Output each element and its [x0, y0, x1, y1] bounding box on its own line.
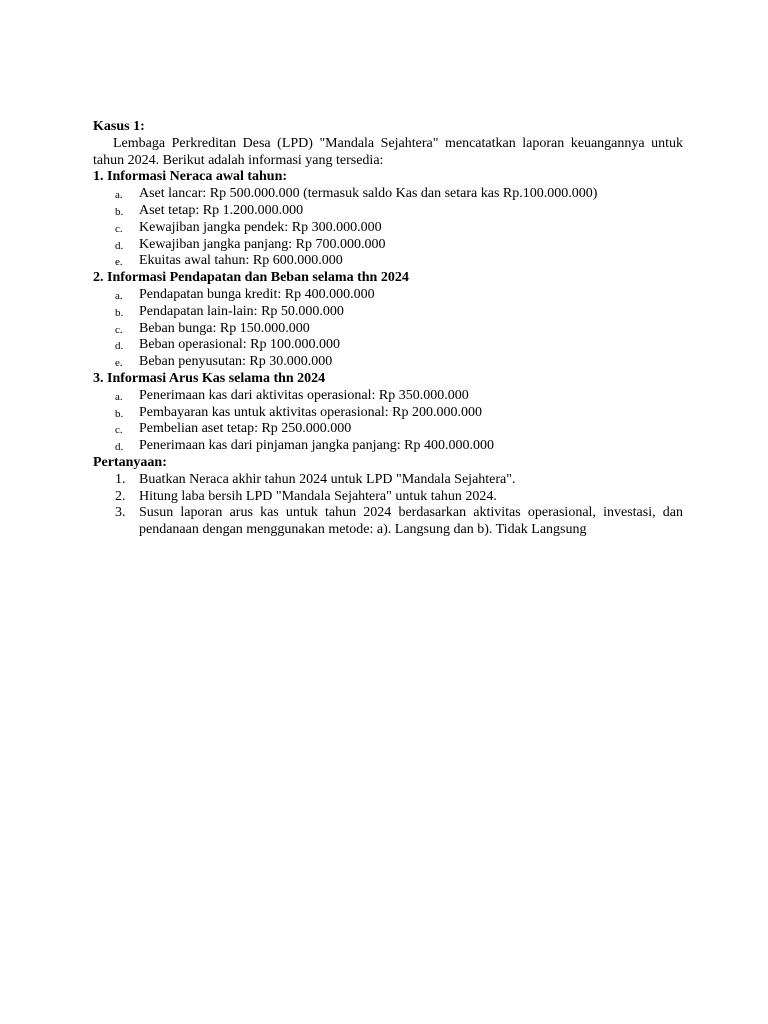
- list-item: a. Penerimaan kas dari aktivitas operasional: Rp 350.000.000: [115, 387, 469, 403]
- list-item: c. Kewajiban jangka pendek: Rp 300.000.000: [115, 219, 382, 235]
- document-page: [93, 119, 683, 539]
- pendapatan-beban-list: [93, 287, 683, 371]
- arus-kas-list: [93, 388, 683, 455]
- questions-heading: Pertanyaan:: [93, 454, 167, 470]
- list-item: b. Pendapatan lain-lain: Rp 50.000.000: [115, 303, 344, 319]
- list-item: d. Penerimaan kas dari pinjaman jangka panjang: Rp 400.000.000: [115, 438, 494, 454]
- list-item: a. Aset lancar: Rp 500.000.000 (termasuk saldo Kas dan setara kas Rp.100.000.000): [115, 186, 598, 202]
- list-item: e. Beban penyusutan: Rp 30.000.000: [115, 354, 333, 370]
- list-item: c. Pembelian aset tetap: Rp 250.000.000: [115, 421, 352, 437]
- questions-list: [93, 472, 683, 539]
- list-item: b. Aset tetap: Rp 1.200.000.000: [115, 202, 304, 218]
- list-item: c. Beban bunga: Rp 150.000.000: [115, 320, 310, 336]
- section-neraca: [93, 169, 683, 270]
- list-item: b. Pembayaran kas untuk aktivitas operasional: Rp 200.000.000: [115, 404, 482, 420]
- list-item: a. Pendapatan bunga kredit: Rp 400.000.000: [115, 286, 375, 302]
- section-pendapatan-beban: [93, 270, 683, 371]
- intro-paragraph: Lembaga Perkreditan Desa (LPD) "Mandala Sejahtera" mencatatkan laporan keuangannya untuk tahun 2024. Berikut adalah informasi yang tersedia:: [93, 135, 683, 168]
- section-heading: 1. Informasi Neraca awal tahun:: [93, 169, 288, 185]
- list-item: d. Beban operasional: Rp 100.000.000: [115, 337, 341, 353]
- section-heading: 3. Informasi Arus Kas selama thn 2024: [93, 370, 326, 386]
- question-item: 2. Hitung laba bersih LPD "Mandala Sejahtera" untuk tahun 2024.: [115, 488, 497, 504]
- neraca-list: [93, 186, 683, 270]
- question-item: 3. Susun laporan arus kas untuk tahun 2024 berdasarkan aktivitas operasional, investasi, dan pendanaan dengan menggunakan metode: a). Langsung dan b). Tidak Langsung: [115, 505, 683, 538]
- list-item: d. Kewajiban jangka panjang: Rp 700.000.000: [115, 236, 386, 252]
- question-item: 1. Buatkan Neraca akhir tahun 2024 untuk LPD "Mandala Sejahtera".: [115, 471, 516, 487]
- section-questions: [93, 455, 683, 539]
- section-heading: 2. Informasi Pendapatan dan Beban selama thn 2024: [93, 270, 409, 286]
- section-arus-kas: [93, 371, 683, 455]
- case-title: Kasus 1:: [93, 119, 145, 134]
- list-item: e. Ekuitas awal tahun: Rp 600.000.000: [115, 253, 343, 269]
